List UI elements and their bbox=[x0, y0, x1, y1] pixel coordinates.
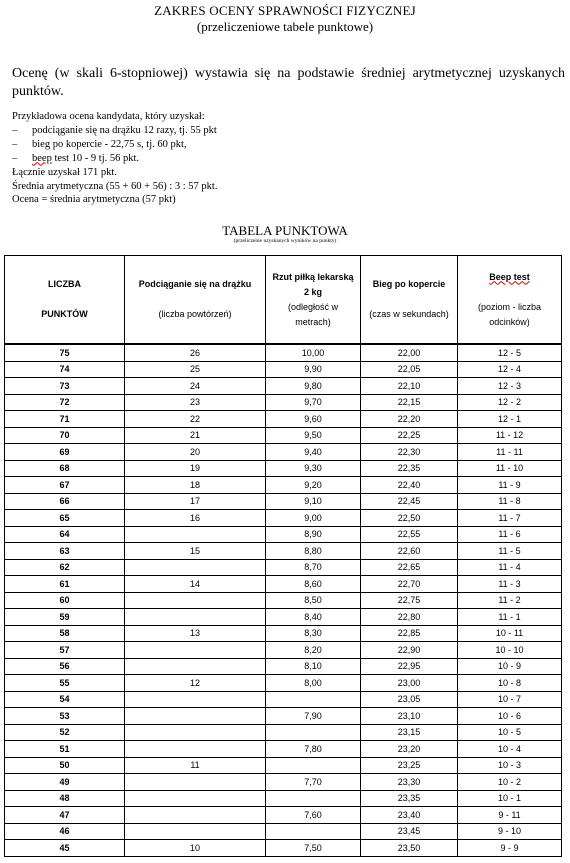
cell-envelope-run: 22,55 bbox=[361, 526, 458, 543]
table-header-row bbox=[5, 256, 562, 345]
header-gap bbox=[458, 285, 561, 300]
cell-points: 64 bbox=[5, 526, 125, 543]
table-row bbox=[5, 625, 562, 642]
cell-points: 70 bbox=[5, 427, 125, 444]
cell-medicine-ball: 8,10 bbox=[266, 658, 361, 675]
cell-pullups bbox=[125, 691, 266, 708]
cell-envelope-run: 22,80 bbox=[361, 609, 458, 626]
cell-medicine-ball: 8,60 bbox=[266, 576, 361, 593]
example-bullet-text: beep test 10 - 9 tj. 56 pkt. bbox=[32, 152, 140, 164]
cell-medicine-ball: 7,70 bbox=[266, 774, 361, 791]
example-total: Łącznie uzyskał 171 pkt. bbox=[12, 166, 117, 178]
cell-medicine-ball: 9,10 bbox=[266, 493, 361, 510]
cell-envelope-run: 23,50 bbox=[361, 840, 458, 857]
header-unit: (odległość w bbox=[287, 301, 339, 312]
header-unit: (poziom - liczba bbox=[477, 301, 542, 312]
cell-points: 73 bbox=[5, 378, 125, 395]
points-table bbox=[4, 255, 562, 857]
example-bullet-text: bieg po kopercie - 22,75 s, tj. 60 pkt, bbox=[32, 138, 187, 150]
cell-points: 49 bbox=[5, 774, 125, 791]
cell-points: 66 bbox=[5, 493, 125, 510]
cell-envelope-run: 22,40 bbox=[361, 477, 458, 494]
cell-pullups: 12 bbox=[125, 675, 266, 692]
cell-envelope-run: 23,05 bbox=[361, 691, 458, 708]
cell-envelope-run: 22,35 bbox=[361, 460, 458, 477]
cell-beep-test: 10 - 11 bbox=[458, 625, 562, 642]
header-envelope-run bbox=[361, 256, 458, 345]
table-row bbox=[5, 757, 562, 774]
cell-pullups bbox=[125, 526, 266, 543]
cell-points: 56 bbox=[5, 658, 125, 675]
cell-pullups bbox=[125, 724, 266, 741]
cell-pullups: 10 bbox=[125, 840, 266, 857]
cell-pullups: 23 bbox=[125, 394, 266, 411]
cell-beep-test: 11 - 11 bbox=[458, 444, 562, 461]
cell-pullups: 14 bbox=[125, 576, 266, 593]
table-row bbox=[5, 609, 562, 626]
cell-points: 48 bbox=[5, 790, 125, 807]
cell-points: 54 bbox=[5, 691, 125, 708]
header-label-text: Beep test bbox=[489, 271, 530, 282]
cell-medicine-ball: 7,60 bbox=[266, 807, 361, 824]
example-bullet-text: podciąganie się na drążku 12 razy, tj. 55 pkt bbox=[32, 124, 217, 136]
cell-medicine-ball: 9,30 bbox=[266, 460, 361, 477]
cell-pullups bbox=[125, 807, 266, 824]
cell-points: 75 bbox=[5, 344, 125, 361]
cell-envelope-run: 22,90 bbox=[361, 642, 458, 659]
cell-points: 58 bbox=[5, 625, 125, 642]
cell-medicine-ball: 7,90 bbox=[266, 708, 361, 725]
cell-beep-test: 10 - 8 bbox=[458, 675, 562, 692]
spellcheck-word: beep bbox=[32, 152, 52, 164]
cell-points: 65 bbox=[5, 510, 125, 527]
cell-pullups bbox=[125, 774, 266, 791]
cell-beep-test: 9 - 10 bbox=[458, 823, 562, 840]
cell-pullups: 17 bbox=[125, 493, 266, 510]
cell-beep-test: 10 - 4 bbox=[458, 741, 562, 758]
header-unit: odcinków) bbox=[489, 316, 530, 327]
intro-paragraph: Ocenę (w skali 6-stopniowej) wystawia się na podstawie średniej arytmetycznej uzyskanych punktów. bbox=[12, 66, 565, 99]
cell-beep-test: 10 - 9 bbox=[458, 658, 562, 675]
cell-envelope-run: 22,05 bbox=[361, 361, 458, 378]
table-row bbox=[5, 411, 562, 428]
header-unit: metrach) bbox=[295, 316, 331, 327]
example-bullet bbox=[12, 138, 565, 152]
cell-beep-test: 11 - 4 bbox=[458, 559, 562, 576]
header-gap bbox=[5, 292, 124, 307]
cell-beep-test: 10 - 6 bbox=[458, 708, 562, 725]
cell-envelope-run: 22,75 bbox=[361, 592, 458, 609]
cell-points: 72 bbox=[5, 394, 125, 411]
header-points bbox=[5, 256, 125, 345]
cell-points: 57 bbox=[5, 642, 125, 659]
cell-pullups: 11 bbox=[125, 757, 266, 774]
cell-envelope-run: 23,20 bbox=[361, 741, 458, 758]
cell-medicine-ball: 7,80 bbox=[266, 741, 361, 758]
cell-beep-test: 10 - 7 bbox=[458, 691, 562, 708]
cell-beep-test: 11 - 12 bbox=[458, 427, 562, 444]
cell-pullups bbox=[125, 642, 266, 659]
cell-medicine-ball: 9,50 bbox=[266, 427, 361, 444]
cell-envelope-run: 23,30 bbox=[361, 774, 458, 791]
cell-envelope-run: 22,45 bbox=[361, 493, 458, 510]
cell-medicine-ball: 9,20 bbox=[266, 477, 361, 494]
cell-medicine-ball: 8,30 bbox=[266, 625, 361, 642]
cell-pullups: 21 bbox=[125, 427, 266, 444]
cell-pullups: 16 bbox=[125, 510, 266, 527]
table-row bbox=[5, 642, 562, 659]
cell-beep-test: 9 - 9 bbox=[458, 840, 562, 857]
table-row bbox=[5, 543, 562, 560]
table-title: TABELA PUNKTOWA bbox=[222, 223, 348, 238]
table-row bbox=[5, 361, 562, 378]
cell-medicine-ball bbox=[266, 724, 361, 741]
cell-pullups: 24 bbox=[125, 378, 266, 395]
cell-medicine-ball: 9,60 bbox=[266, 411, 361, 428]
cell-pullups bbox=[125, 609, 266, 626]
cell-points: 71 bbox=[5, 411, 125, 428]
cell-beep-test: 11 - 5 bbox=[458, 543, 562, 560]
cell-envelope-run: 22,25 bbox=[361, 427, 458, 444]
cell-beep-test: 11 - 1 bbox=[458, 609, 562, 626]
cell-envelope-run: 23,45 bbox=[361, 823, 458, 840]
example-block bbox=[12, 110, 565, 207]
example-heading: Przykładowa ocena kandydata, który uzyskał: bbox=[12, 111, 205, 122]
cell-envelope-run: 23,40 bbox=[361, 807, 458, 824]
cell-envelope-run: 23,15 bbox=[361, 724, 458, 741]
cell-beep-test: 12 - 1 bbox=[458, 411, 562, 428]
example-average: Średnia arytmetyczna (55 + 60 + 56) : 3 : 57 pkt. bbox=[12, 180, 218, 192]
cell-medicine-ball: 9,70 bbox=[266, 394, 361, 411]
cell-envelope-run: 23,25 bbox=[361, 757, 458, 774]
example-bullet bbox=[12, 124, 565, 138]
cell-medicine-ball bbox=[266, 790, 361, 807]
table-row bbox=[5, 823, 562, 840]
cell-beep-test: 11 - 2 bbox=[458, 592, 562, 609]
cell-beep-test: 10 - 10 bbox=[458, 642, 562, 659]
cell-points: 67 bbox=[5, 477, 125, 494]
cell-beep-test: 11 - 9 bbox=[458, 477, 562, 494]
cell-points: 63 bbox=[5, 543, 125, 560]
cell-envelope-run: 22,60 bbox=[361, 543, 458, 560]
cell-envelope-run: 23,10 bbox=[361, 708, 458, 725]
cell-pullups: 25 bbox=[125, 361, 266, 378]
header-label: Bieg po kopercie bbox=[372, 279, 446, 289]
cell-pullups: 20 bbox=[125, 444, 266, 461]
table-row bbox=[5, 378, 562, 395]
cell-points: 59 bbox=[5, 609, 125, 626]
table-row bbox=[5, 559, 562, 576]
table-row bbox=[5, 840, 562, 857]
cell-points: 74 bbox=[5, 361, 125, 378]
page-title: ZAKRES OCENY SPRAWNOŚCI FIZYCZNEJ bbox=[154, 3, 416, 18]
cell-medicine-ball: 8,00 bbox=[266, 675, 361, 692]
table-row bbox=[5, 592, 562, 609]
table-row bbox=[5, 675, 562, 692]
cell-medicine-ball: 9,40 bbox=[266, 444, 361, 461]
cell-envelope-run: 23,00 bbox=[361, 675, 458, 692]
cell-points: 52 bbox=[5, 724, 125, 741]
cell-pullups: 13 bbox=[125, 625, 266, 642]
cell-medicine-ball bbox=[266, 757, 361, 774]
bullet-dash: – bbox=[12, 124, 18, 136]
cell-points: 53 bbox=[5, 708, 125, 725]
cell-medicine-ball: 8,20 bbox=[266, 642, 361, 659]
table-row bbox=[5, 790, 562, 807]
cell-points: 51 bbox=[5, 741, 125, 758]
example-grade: Ocena = średnia arytmetyczna (57 pkt) bbox=[12, 194, 176, 206]
cell-pullups bbox=[125, 741, 266, 758]
header-label: Rzut piłką lekarską bbox=[272, 271, 354, 282]
cell-medicine-ball: 8,80 bbox=[266, 543, 361, 560]
cell-envelope-run: 23,35 bbox=[361, 790, 458, 807]
cell-beep-test: 11 - 3 bbox=[458, 576, 562, 593]
cell-pullups bbox=[125, 708, 266, 725]
cell-beep-test: 9 - 11 bbox=[458, 807, 562, 824]
table-row bbox=[5, 741, 562, 758]
cell-beep-test: 11 - 10 bbox=[458, 460, 562, 477]
cell-beep-test: 11 - 8 bbox=[458, 493, 562, 510]
table-row bbox=[5, 427, 562, 444]
header-label bbox=[458, 270, 561, 285]
cell-envelope-run: 22,20 bbox=[361, 411, 458, 428]
table-note: (przeliczenie uzyskanych wyników na punkty) bbox=[233, 238, 337, 244]
cell-envelope-run: 22,85 bbox=[361, 625, 458, 642]
cell-points: 62 bbox=[5, 559, 125, 576]
cell-medicine-ball: 9,90 bbox=[266, 361, 361, 378]
cell-points: 45 bbox=[5, 840, 125, 857]
cell-beep-test: 12 - 3 bbox=[458, 378, 562, 395]
cell-envelope-run: 22,10 bbox=[361, 378, 458, 395]
header-gap bbox=[361, 292, 457, 307]
table-row bbox=[5, 724, 562, 741]
cell-envelope-run: 22,65 bbox=[361, 559, 458, 576]
cell-points: 68 bbox=[5, 460, 125, 477]
cell-points: 47 bbox=[5, 807, 125, 824]
header-medicine-ball bbox=[266, 256, 361, 345]
header-gap bbox=[125, 292, 265, 307]
table-row bbox=[5, 708, 562, 725]
table-row bbox=[5, 477, 562, 494]
cell-beep-test: 11 - 7 bbox=[458, 510, 562, 527]
header-pullups bbox=[125, 256, 266, 345]
cell-medicine-ball: 8,40 bbox=[266, 609, 361, 626]
cell-beep-test: 10 - 5 bbox=[458, 724, 562, 741]
cell-pullups: 26 bbox=[125, 344, 266, 361]
cell-points: 50 bbox=[5, 757, 125, 774]
table-row bbox=[5, 658, 562, 675]
cell-pullups: 15 bbox=[125, 543, 266, 560]
header-beep-test bbox=[458, 256, 562, 345]
cell-medicine-ball: 8,90 bbox=[266, 526, 361, 543]
cell-pullups: 19 bbox=[125, 460, 266, 477]
table-row bbox=[5, 807, 562, 824]
cell-envelope-run: 22,70 bbox=[361, 576, 458, 593]
header-unit: (czas w sekundach) bbox=[369, 309, 449, 319]
header-label: 2 kg bbox=[303, 286, 322, 297]
header-unit: (liczba powtórzeń) bbox=[158, 309, 232, 319]
cell-beep-test: 10 - 1 bbox=[458, 790, 562, 807]
cell-medicine-ball bbox=[266, 823, 361, 840]
cell-points: 60 bbox=[5, 592, 125, 609]
table-row bbox=[5, 344, 562, 361]
table-row bbox=[5, 691, 562, 708]
header-label: LICZBA bbox=[48, 279, 81, 289]
cell-points: 46 bbox=[5, 823, 125, 840]
table-row bbox=[5, 576, 562, 593]
cell-medicine-ball bbox=[266, 691, 361, 708]
cell-beep-test: 10 - 3 bbox=[458, 757, 562, 774]
bullet-dash: – bbox=[12, 138, 18, 150]
cell-pullups bbox=[125, 559, 266, 576]
table-row bbox=[5, 526, 562, 543]
cell-medicine-ball: 8,70 bbox=[266, 559, 361, 576]
table-row bbox=[5, 493, 562, 510]
table-row bbox=[5, 774, 562, 791]
cell-envelope-run: 22,95 bbox=[361, 658, 458, 675]
table-row bbox=[5, 460, 562, 477]
header-label: PUNKTÓW bbox=[41, 309, 88, 319]
cell-envelope-run: 22,50 bbox=[361, 510, 458, 527]
cell-pullups bbox=[125, 790, 266, 807]
cell-medicine-ball: 10,00 bbox=[266, 344, 361, 361]
bullet-dash: – bbox=[12, 152, 18, 164]
page-subtitle: (przeliczeniowe tabele punktowe) bbox=[196, 19, 374, 34]
cell-pullups bbox=[125, 658, 266, 675]
cell-medicine-ball: 7,50 bbox=[266, 840, 361, 857]
cell-points: 69 bbox=[5, 444, 125, 461]
example-bullet bbox=[12, 152, 565, 166]
cell-envelope-run: 22,30 bbox=[361, 444, 458, 461]
cell-pullups bbox=[125, 592, 266, 609]
table-row bbox=[5, 444, 562, 461]
cell-medicine-ball: 8,50 bbox=[266, 592, 361, 609]
table-body bbox=[5, 344, 562, 856]
cell-medicine-ball: 9,00 bbox=[266, 510, 361, 527]
cell-envelope-run: 22,15 bbox=[361, 394, 458, 411]
cell-beep-test: 11 - 6 bbox=[458, 526, 562, 543]
header-label: Podciąganie się na drążku bbox=[138, 279, 252, 289]
cell-medicine-ball: 9,80 bbox=[266, 378, 361, 395]
cell-pullups bbox=[125, 823, 266, 840]
cell-envelope-run: 22,00 bbox=[361, 344, 458, 361]
cell-pullups: 18 bbox=[125, 477, 266, 494]
cell-beep-test: 10 - 2 bbox=[458, 774, 562, 791]
cell-points: 55 bbox=[5, 675, 125, 692]
cell-points: 61 bbox=[5, 576, 125, 593]
cell-pullups: 22 bbox=[125, 411, 266, 428]
cell-beep-test: 12 - 4 bbox=[458, 361, 562, 378]
cell-beep-test: 12 - 5 bbox=[458, 344, 562, 361]
table-row bbox=[5, 510, 562, 527]
cell-beep-test: 12 - 2 bbox=[458, 394, 562, 411]
table-row bbox=[5, 394, 562, 411]
